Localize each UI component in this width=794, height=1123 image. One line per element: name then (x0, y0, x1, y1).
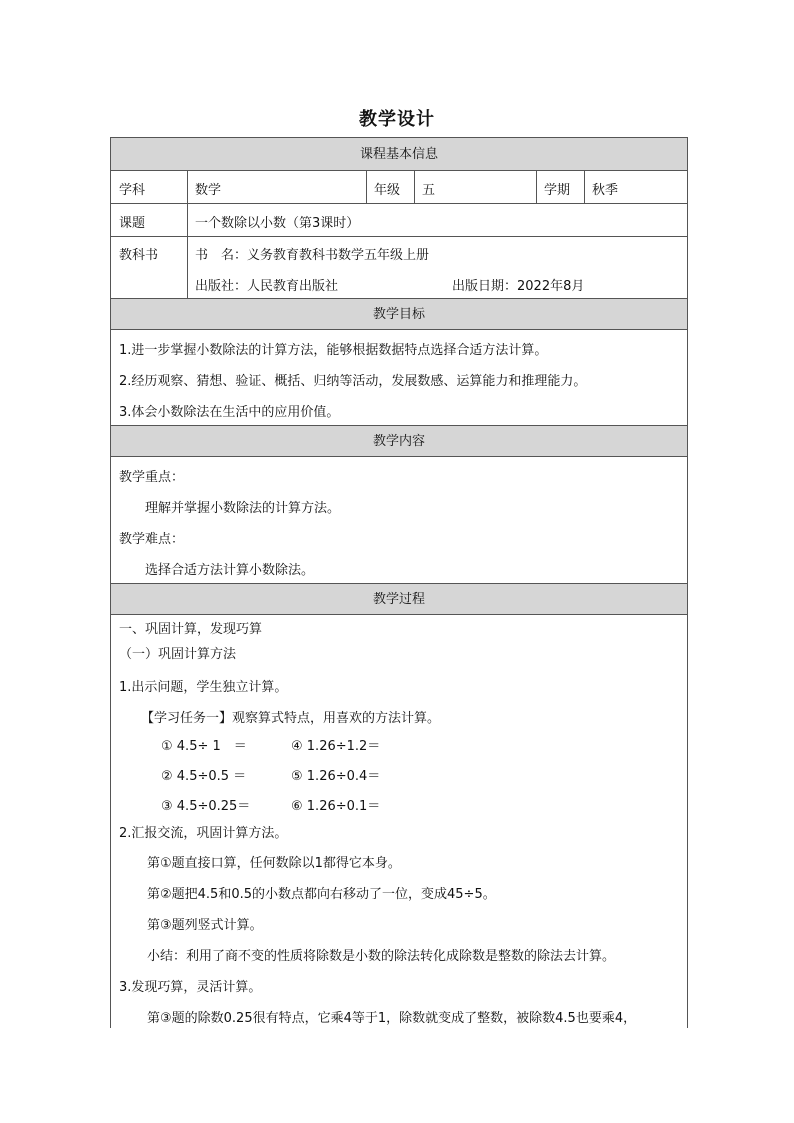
section-header-objectives: 教学目标 (111, 299, 687, 330)
section-header-process: 教学过程 (111, 584, 687, 615)
summary: 小结：利用了商不变的性质将除数是小数的除法转化成除数是整数的除法去计算。 (147, 949, 616, 964)
exercise-2: ② 4.5÷0.5 ＝ (161, 769, 247, 784)
grade-value: 五 (422, 183, 436, 198)
learning-task: 【学习任务一】观察算式特点，用喜欢的方法计算。 (141, 711, 441, 726)
subject-label: 学科 (119, 183, 146, 198)
exercise-1: ① 4.5÷ 1 ＝ (161, 739, 247, 754)
exercise-4: ④ 1.26÷1.2＝ (291, 739, 381, 754)
objective-1: 1.进一步掌握小数除法的计算方法，能够根据数据特点选择合适方法计算。 (119, 343, 548, 358)
section-header-content: 教学内容 (111, 426, 687, 457)
exercise-6: ⑥ 1.26÷0.1＝ (291, 799, 381, 814)
book-name: 书 名：义务教育教科书数学五年级上册 (195, 248, 430, 263)
textbook-label: 教科书 (119, 248, 159, 263)
exercise-3: ③ 4.5÷0.25＝ (161, 799, 251, 814)
topic-value: 一个数除以小数（第3课时） (195, 216, 360, 231)
grade-label: 年级 (374, 183, 401, 198)
process-step2: 2.汇报交流，巩固计算方法。 (119, 826, 288, 841)
publish-date: 出版日期：2022年8月 (452, 279, 585, 294)
process-step3: 3.发现巧算，灵活计算。 (119, 980, 262, 995)
answer-q2: 第②题把4.5和0.5的小数点都向右移动了一位，变成45÷5。 (147, 887, 496, 902)
page-title: 教学设计 (359, 109, 435, 130)
topic-label: 课题 (119, 216, 146, 231)
subject-value: 数学 (195, 183, 222, 198)
key-point-text: 理解并掌握小数除法的计算方法。 (145, 501, 341, 516)
key-point-label: 教学重点： (119, 470, 185, 485)
difficulty-text: 选择合适方法计算小数除法。 (145, 563, 315, 578)
objective-3: 3.体会小数除法在生活中的应用价值。 (119, 405, 340, 420)
process-sub1: （一）巩固计算方法 (119, 647, 237, 662)
process-step1: 1.出示问题，学生独立计算。 (119, 680, 288, 695)
term-value: 秋季 (592, 183, 619, 198)
answer-q1: 第①题直接口算，任何数除以1都得它本身。 (147, 856, 401, 871)
publisher: 出版社：人民教育出版社 (195, 279, 339, 294)
answer-q3: 第③题列竖式计算。 (147, 918, 263, 933)
term-label: 学期 (544, 183, 571, 198)
objective-2: 2.经历观察、猜想、验证、概括、归纳等活动，发展数感、运算能力和推理能力。 (119, 374, 587, 389)
answer-q3-detail: 第③题的除数0.25很有特点，它乘4等于1，除数就变成了整数，被除数4.5也要乘4， (147, 1011, 637, 1026)
exercise-5: ⑤ 1.26÷0.4＝ (291, 769, 381, 784)
difficulty-label: 教学难点： (119, 532, 185, 547)
lesson-plan-table (110, 137, 688, 1028)
section-header-basic-info: 课程基本信息 (111, 138, 687, 171)
process-part1: 一、巩固计算，发现巧算 (119, 622, 263, 637)
